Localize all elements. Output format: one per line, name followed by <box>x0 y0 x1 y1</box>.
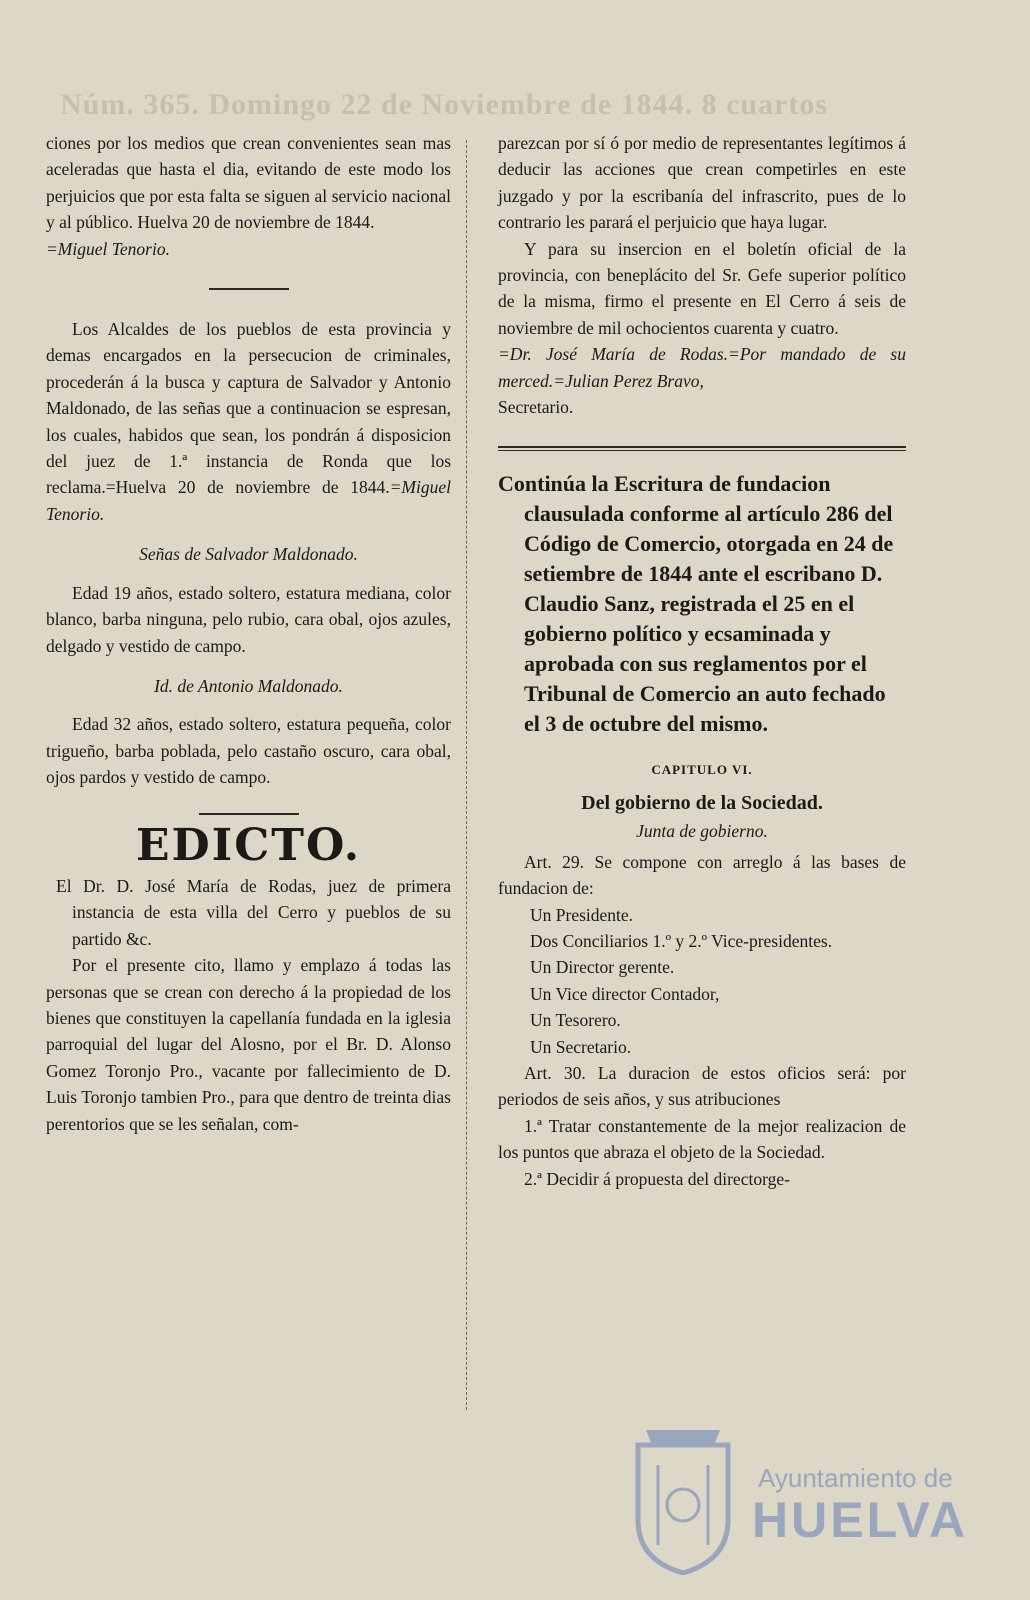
logo-line-1: Ayuntamiento de <box>758 1463 953 1493</box>
senas-antonio: Edad 32 años, estado soltero, estatura pequeña, color trigueño, barba poblada, pelo castaño oscuro, cara obal, ojos pardos y vestido de campo. <box>46 714 451 788</box>
paragraph-comparezcan: parezcan por sí ó por medio de representantes legítimos á deducir las acciones que crean competirles en este juzgado y por la escribanía del infrascrito, pues de lo contrario les parará el perjuicio que haya lugar. <box>498 133 906 233</box>
list-item: Dos Conciliarios 1.º y 2.º Vice-presidentes. <box>530 930 833 951</box>
senas-antonio-title: Id. de Antonio Maldonado. <box>154 675 343 696</box>
ayuntamiento-watermark <box>628 1425 968 1575</box>
signature: =Miguel Tenorio. <box>46 238 170 259</box>
art-30: Art. 30. La duracion de estos oficios será: por periodos de seis años, y sus atribuciones <box>498 1062 906 1110</box>
faint-bleedthrough-header: Núm. 365. Domingo 22 de Noviembre de 1844. 8 cuartos <box>60 88 829 121</box>
paragraph-tenorio-1: ciones por los medios que crean convenientes sean mas aceleradas que hasta el dia, evitando de este modo los perjuicios que por esta falta se siguen al servicio nacional y al público. Huelva 20 de noviembre de 1844. =Miguel Tenorio. <box>46 133 451 259</box>
paragraph-insercion: Y para su insercion en el boletín oficial de la provincia, con beneplácito del Sr. Gefe superior político de la misma, firmo el presente en El Cerro á seis de noviembre de mil ochocientos cuarenta y cuatro. =Dr. José María de Rodas.=Por mandado de su merced.=Julian Perez Bravo, Secretario. <box>498 238 906 418</box>
double-divider <box>498 446 906 451</box>
art-30-2: 2.ª Decidir á propuesta del directorge- <box>524 1168 790 1189</box>
signature: =Dr. José María de Rodas.=Por mandado de su merced.=Julian Perez Bravo, <box>498 344 906 391</box>
escritura-title: Continúa la Escritura de fundacion clausulada conforme al artículo 286 del Código de Comercio, otorgada en 24 de setiembre de 1844 ante el escribano D. Claudio Sanz, registrada el 25 en el gobierno político y ecsaminada y aprobada con sus reglamentos por el Tribunal de Comercio an auto fechado el 3 de octubre del mismo. <box>498 471 894 737</box>
senas-salvador: Edad 19 años, estado soltero, estatura mediana, color blanco, barba ninguna, pelo rubio, cara obal, ojos azules, delgado y vestido de campo. <box>46 582 451 656</box>
list-item: Un Tesorero. <box>530 1010 621 1031</box>
edicto-body: Por el presente cito, llamo y emplazo á todas las personas que se crean con derecho á la propiedad de los bienes que constituyen la capellanía fundada en la iglesia parroquial del lugar del Alosno, por el Br. D. Alonso Gomez Toronjo Pro., vacante por fallecimiento de D. Luis Toronjo tambien Pro., para que dentro de treinta dias perentorios que se les señalan, com- <box>46 955 451 1134</box>
shield-icon <box>628 1425 738 1575</box>
section-heading: Del gobierno de la Sociedad. <box>581 791 823 814</box>
signature: =Miguel Tenorio. <box>46 477 451 524</box>
list-item: Un Vice director Contador, <box>530 983 720 1004</box>
logo-line-2: HUELVA <box>752 1492 969 1548</box>
divider <box>209 288 289 290</box>
secretario: Secretario. <box>498 397 574 418</box>
list-item: Un Secretario. <box>530 1036 632 1057</box>
right-column <box>498 130 906 1192</box>
art-29: Art. 29. Se compone con arreglo á las bases de fundacion de: <box>498 851 906 899</box>
capitulo-heading: CAPITULO VI. <box>651 762 753 778</box>
column-gutter <box>466 140 467 1410</box>
edicto-intro: El Dr. D. José María de Rodas, juez de primera instancia de esta villa del Cerro y pueblos de su partido &c. <box>56 875 451 949</box>
paragraph-alcaldes: Los Alcaldes de los pueblos de esta provincia y demas encargados en la persecucion de criminales, procederán á la busca y captura de Salvador y Antonio Maldonado, de las señas que a continuacion se espresan, los cuales, habidos que sean, los pondrán á disposicion del juez de 1.ª instancia de Ronda que los reclama.=Huelva 20 de noviembre de 1844.=Miguel Tenorio. <box>46 319 451 524</box>
art-30-1: 1.ª Tratar constantemente de la mejor realizacion de los puntos que abraza el objeto de la Sociedad. <box>498 1115 906 1163</box>
divider <box>199 813 299 815</box>
edicto-heading: EDICTO. <box>135 819 362 871</box>
subsection-heading: Junta de gobierno. <box>636 821 768 842</box>
list-item: Un Director gerente. <box>530 957 675 978</box>
senas-salvador-title: Señas de Salvador Maldonado. <box>139 544 358 565</box>
list-item: Un Presidente. <box>530 904 634 925</box>
left-column <box>46 130 451 1137</box>
